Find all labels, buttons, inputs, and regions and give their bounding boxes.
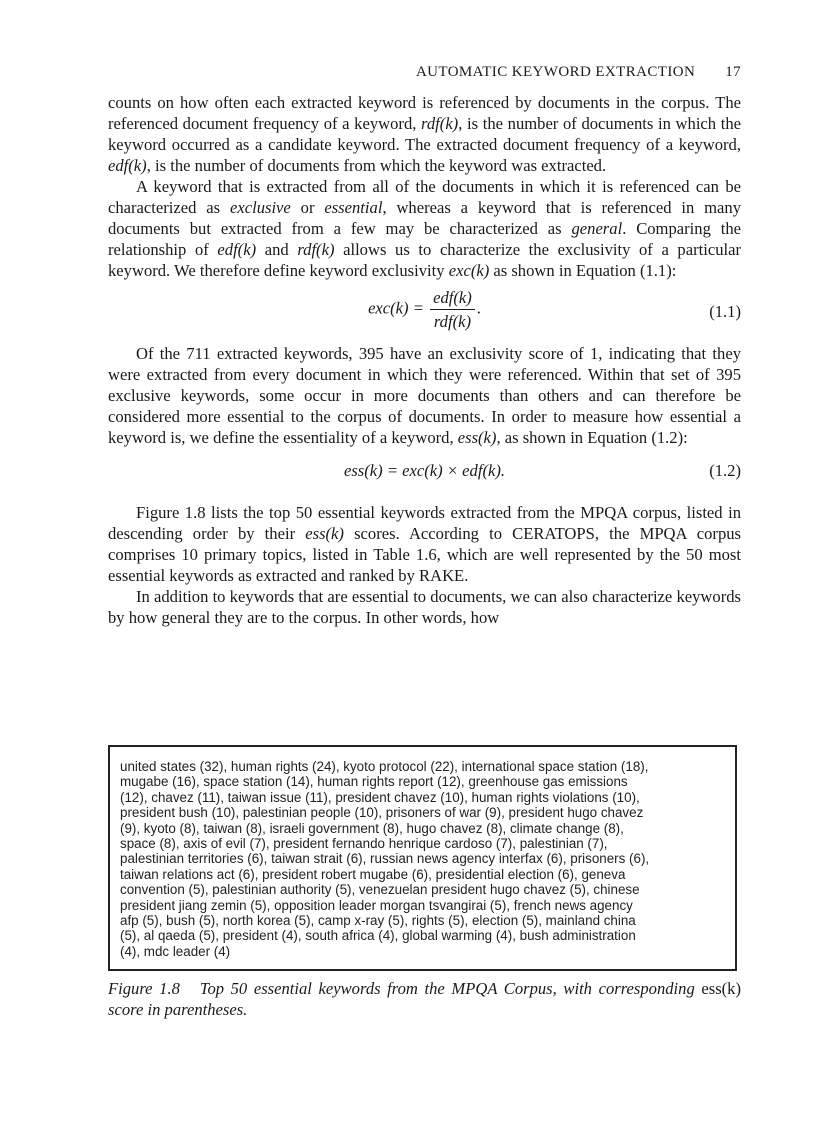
keyword-list-line: afp (5), bush (5), north korea (5), camp x-ray (5), rights (5), election (5), mainland china: [120, 913, 636, 929]
keyword-list: [120, 759, 726, 959]
keyword-list-line: united states (32), human rights (24), kyoto protocol (22), international space station (18),: [120, 759, 649, 774]
figure-1-8-box: [108, 745, 737, 971]
body-text: [108, 92, 741, 628]
running-head: [108, 64, 741, 81]
paragraph-2: A keyword that is extracted from all of the documents in which it is referenced can be characterized as exclusive or essential, whereas a keyword that is referenced in many documents but extracted from a few may be characterized as general. Comparing the relationship of edf(k) and rdf(k) allows us to characterize the exclusivity of a particular keyword. We therefore define keyword exclusivity exc(k) as shown in Equation (1.1):: [108, 177, 742, 280]
keyword-list-line: taiwan relations act (6), president robert mugabe (6), presidential election (6), geneva: [120, 866, 626, 882]
equation-1-1: exc(k) = $\frac{\text{edf(k)}}{\text{rdf(k)}}$ . (1.1): [368, 288, 741, 331]
keyword-list-line: mugabe (16), space station (14), human rights report (12), greenhouse gas emissions: [120, 774, 628, 790]
equation-1-1-lhs: exc(k) =: [368, 298, 424, 318]
keyword-list-line: (4), mdc leader (4): [120, 943, 231, 959]
paragraph-3: Of the 711 extracted keywords, 395 have an exclusivity score of 1, indicating that they were extracted from every document in which they were referenced. Within that set of 395 exclusive keywords, some occur in more documents than others and can therefore be considered more essential to the corpus of documents. In order to measure how essential a keyword is, we define the essentiality of a keyword, ess(k), as shown in Equation (1.2):: [108, 344, 741, 447]
equation-1-2-expression: ess(k) = exc(k) × edf(k).: [343, 461, 506, 480]
equation-1-1-numerator: edf(k): [430, 287, 475, 310]
figure-caption: Figure 1.8 Top 50 essential keywords from the MPQA Corpus, with corresponding ess(k) score in parentheses.: [108, 979, 742, 1019]
keyword-list-line: (9), kyoto (8), taiwan (8), israeli government (8), hugo chavez (8), climate change (8),: [120, 820, 624, 836]
paragraph-4: Figure 1.8 lists the top 50 essential keywords extracted from the MPQA corpus, listed in descending order by their ess(k) scores. According to CERATOPS, the MPQA corpus comprises 10 primary topics, listed in Table 1.6, which are well represented by the 50 most essential keywords as extracted and ranked by RAKE.: [108, 503, 741, 585]
equation-1-1-number: (1.1): [709, 302, 741, 321]
running-head-title: AUTOMATIC KEYWORD EXTRACTION: [415, 64, 696, 80]
page-number: 17: [725, 64, 741, 80]
keyword-list-line: space (8), axis of evil (7), president fernando henrique cardoso (7), palestinian (7),: [120, 836, 608, 852]
keyword-list-line: convention (5), palestinian authority (5), venezuelan president hugo chavez (5), chinese: [120, 882, 640, 898]
paragraph-5: In addition to keywords that are essential to documents, we can also characterize keywords by how general they are to the corpus. In other words, how: [108, 587, 741, 627]
equation-1-1-fraction: [430, 287, 475, 332]
equation-1-1-denominator: rdf(k): [433, 312, 472, 331]
keyword-list-line: president jiang zemin (5), opposition leader morgan tsvangirai (5), french news agency: [120, 897, 633, 913]
equation-1-2-number: (1.2): [709, 461, 741, 480]
equation-1-2: [108, 460, 741, 490]
keyword-list-line: (12), chavez (11), taiwan issue (11), president chavez (10), human rights violations (10),: [120, 789, 640, 805]
keyword-list-line: palestinian territories (6), taiwan strait (6), russian news agency interfax (6), prisoners (6),: [120, 851, 650, 867]
caption-label: Figure 1.8: [108, 979, 180, 998]
keyword-list-line: (5), al qaeda (5), president (4), south africa (4), global warming (4), bush administration: [120, 928, 636, 944]
paragraph-1: counts on how often each extracted keyword is referenced by documents in the corpus. The referenced document frequency of a keyword, rdf(k), is the number of documents in which the keyword occurred as a candidate keyword. The extracted document frequency of a keyword, edf(k), is the number of documents from which the keyword was extracted.: [108, 93, 742, 175]
keyword-list-line: president bush (10), palestinian people (10), prisoners of war (9), president hugo chavez: [120, 805, 644, 821]
